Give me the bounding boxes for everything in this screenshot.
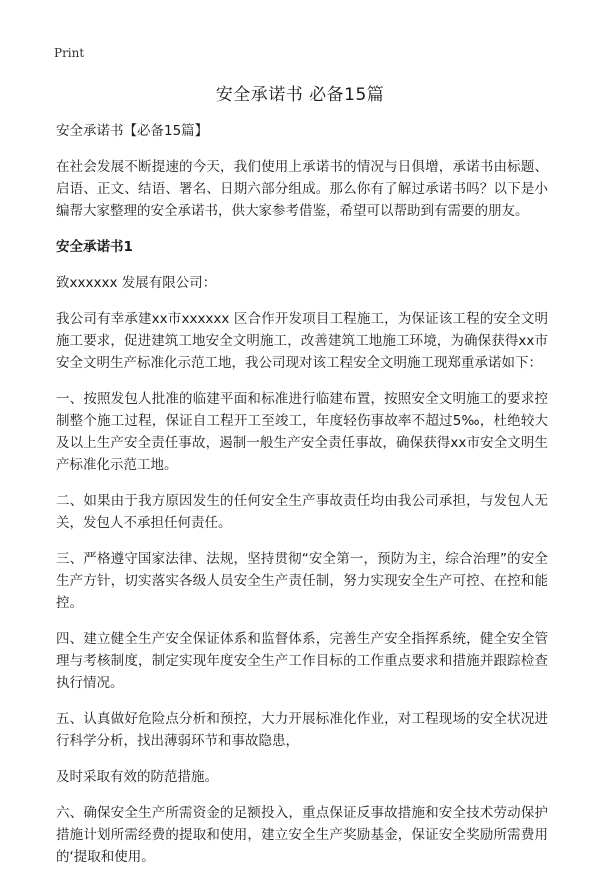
- salutation-paragraph: 致xxxxxx 发展有限公司：: [56, 275, 217, 291]
- clause-paragraph-1: 一、按照发包人批准的临建平面和标准进行临建布置，按照安全文明施工的要求控制整个施工过程，保证自工程开工至竣工，年度轻伤事故率不超过5‰，杜绝较大及以上生产安全责任事故，遏制一般生产安全责任事故，确保获得xx市安全文明生产标准化示范工地。: [56, 391, 548, 473]
- clause-paragraph-3: 三、严格遵守国家法律、法规，坚持贯彻“安全第一，预防为主，综合治理”的安全生产方针，切实落实各级人员安全生产责任制，努力实现安全生产可控、在控和能控。: [56, 551, 548, 611]
- intro-paragraph: 在社会发展不断提速的今天，我们使用上承诺书的情况与日俱增，承诺书由标题、启语、正文、结语、署名、日期六部分组成。那么你有了解过承诺书吗？以下是小编帮大家整理的安全承诺书，供大家参考借鉴，希望可以帮助到有需要的朋友。: [56, 159, 548, 219]
- clause-paragraph-5-continued: 及时采取有效的防范措施。: [56, 769, 218, 785]
- print-link[interactable]: Print: [54, 46, 85, 60]
- page-title: 安全承诺书 必备15篇: [215, 85, 385, 105]
- document-body: [56, 120, 548, 882]
- clause-paragraph-5: 五、认真做好危险点分析和预控，大力开展标准化作业，对工程现场的安全状况进行科学分析，找出薄弱环节和事故隐患，: [56, 711, 548, 749]
- clause-paragraph-6: 六、确保安全生产所需资金的足额投入，重点保证反事故措施和安全技术劳动保护措施计划所需经费的提取和使用，建立安全生产奖励基金，保证安全奖励所需费用的‘提取和使用。: [56, 805, 548, 865]
- clause-paragraph-2: 二、如果由于我方原因发生的任何安全生产事故责任均由我公司承担，与发包人无关，发包人不承担任何责任。: [56, 493, 548, 531]
- clause-paragraph-4: 四、建立健全生产安全保证体系和监督体系，完善生产安全指挥系统，健全安全管理与考核制度，制定实现年度安全生产工作目标的工作重点要求和措施并跟踪检查执行情况。: [56, 631, 548, 691]
- section-heading: 安全承诺书1: [56, 239, 133, 255]
- body-paragraph: 我公司有幸承建xx市xxxxxx 区合作开发项目工程施工，为保证该工程的安全文明施工要求，促进建筑工地安全文明施工，改善建筑工地施工环境，为确保获得xx市安全文明生产标准化示范工地，我公司现对该工程安全文明施工现郑重承诺如下：: [56, 311, 548, 371]
- subtitle-paragraph: 安全承诺书【必备15篇】: [56, 123, 209, 139]
